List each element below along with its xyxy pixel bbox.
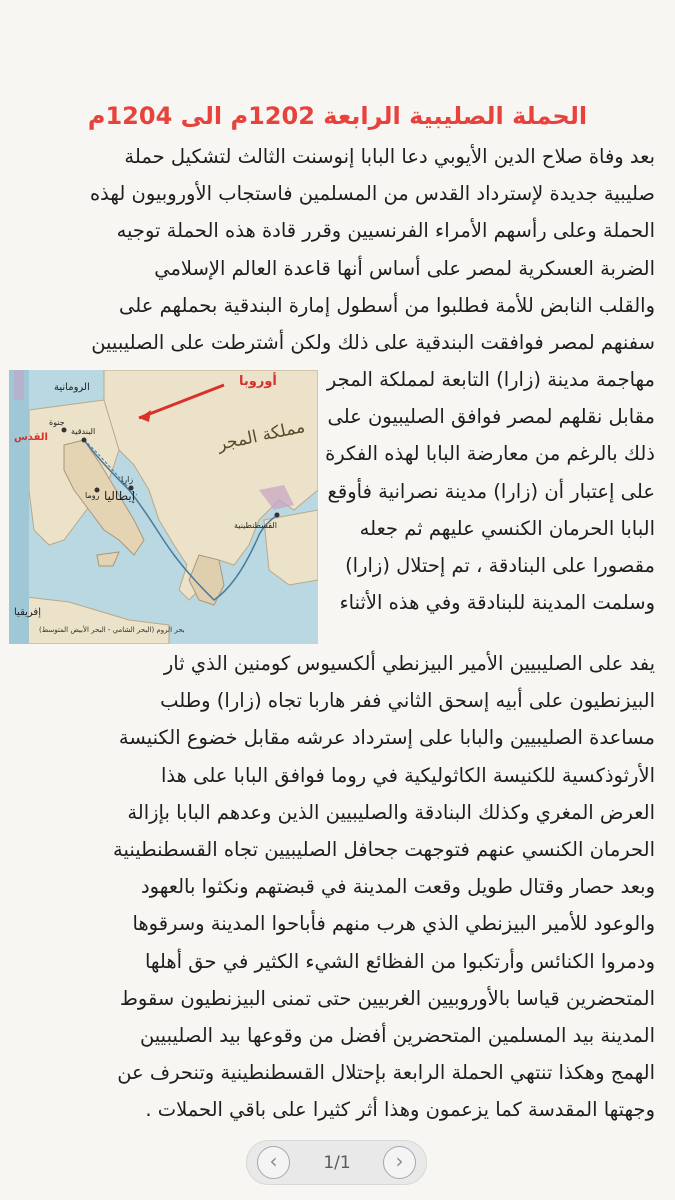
map-label-byzantine: الرومانية [54,382,90,393]
chevron-left-icon[interactable]: ‹ [257,1146,290,1179]
text-line: الحرمان الكنسي عنهم فتوجهت جحافل الصليبيين تجاه القسطنطينية [113,837,655,861]
map-label-rome: روما [85,491,100,500]
text-line: سفنهم لمصر فوافقت البندقية على ذلك ولكن أشترطت على الصليبيين [91,330,655,354]
text-line: الهمج وهكذا تنتهي الحملة الرابعة بإحتلال القسطنطينية وتنحرف عن [117,1061,655,1085]
text-line: البابا الحرمان الكنسي عليهم ثم جعله [359,516,655,540]
text-line: مساعدة الصليبيين والبابا على إسترداد عرشه مقابل خضوع الكنيسة [118,726,655,750]
paragraph-beside-map [318,361,655,621]
map-label-jerusalem: القدس [14,432,48,443]
map-label-zara: زارا [121,475,134,484]
text-line: البيزنطيون على أبيه إسحق الثاني ففر هاربا تجاه (زارا) وطلب [160,689,655,713]
map-label-africa: إفريقيا [14,607,41,618]
text-line: والوعود للأمير البيزنطي الذي هرب منهم فأباحوا المدينة وسرقوها [132,912,655,936]
paragraph-bottom [20,645,655,1128]
text-line: ذلك بالرغم من معارضة البابا لهذه الفكرة [325,442,655,466]
chevron-right-icon[interactable]: › [383,1146,416,1179]
text-line: مقابل نقلهم لمصر فوافق الصليبيون على [327,405,655,429]
map-label-hungary: مملكة المجر [215,416,307,455]
text-line: العرض المغري وكذلك البنادقة والصليبيين الذين وعدهم البابا بإزالة [127,800,655,824]
text-line: مهاجمة مدينة (زارا) التابعة لمملكة المجر [326,368,655,391]
text-line: الأرثوذكسية للكنيسة الكاثوليكية في روما فوافق البابا على هذا [160,763,655,787]
text-line: صليبية جديدة لإسترداد القدس من المسلمين فاستجاب الأوروبيون لهذه [89,182,655,206]
text-line: والقلب النابض للأمة فطلبوا من أسطول إمارة البندقية بحملهم على [119,293,655,317]
map-label-constantinople: القسطنطينية [234,521,277,530]
text-line: المدينة بيد المسلمين المتحضرين أفضل من وقوعها بيد الصليبيين [139,1023,655,1047]
map-label-italy: إيطاليا [104,489,136,503]
text-line: يفد على الصليبيين الأمير البيزنطي ألكسيوس كومنين الذي ثار [163,652,655,675]
text-line: الضربة العسكرية لمصر على أساس أنها قاعدة العالم الإسلامي [154,256,655,280]
text-line: الحملة وعلى رأسهم الأمراء الفرنسيين وقرر قادة هذه الحملة توجيه [116,219,655,243]
text-line: وبعد حصار وقتال طويل وقعت المدينة في قبضتهم ونكثوا بالعهود [140,875,655,899]
paragraph-top [20,138,655,361]
page-counter: 1/1 [323,1153,351,1173]
text-line: وجهتها المقدسة كما يزعمون وهذا أثر كثيرا على باقي الحملات . [145,1098,655,1122]
map-label-venice: البندقية [71,427,96,436]
text-line: على إعتبار أن (زارا) مدينة نصرانية فأوقع [327,479,655,503]
text-line: وسلمت المدينة للبنادقة وفي هذه الأثناء [339,591,655,615]
page-title: الحملة الصليبية الرابعة 1202م الى 1204م [87,102,588,130]
map-label-europe: أوروبا [239,374,277,389]
text-line: المتحضرين قياسا بالأوروبيين الغربيين حتى تمنى البيزنطيون سقوط [119,986,655,1010]
page-navigator [246,1140,427,1185]
text-line: بعد وفاة صلاح الدين الأيوبي دعا البابا إنوسنت الثالث لتشكيل حملة [124,145,655,168]
text-line: مقصورا على البنادقة ، تم إحتلال (زارا) [345,553,655,577]
text-line: ودمروا الكنائس وأرتكبوا من الفظائع الشيء الكثير في حق أهلها [144,949,655,973]
map-label-genoa: جنوة [49,418,65,427]
map-label-sea: بحر الروم (البحر الشامي - البحر الأبيض المتوسط) [39,626,185,634]
crusade-route-map [9,370,318,644]
